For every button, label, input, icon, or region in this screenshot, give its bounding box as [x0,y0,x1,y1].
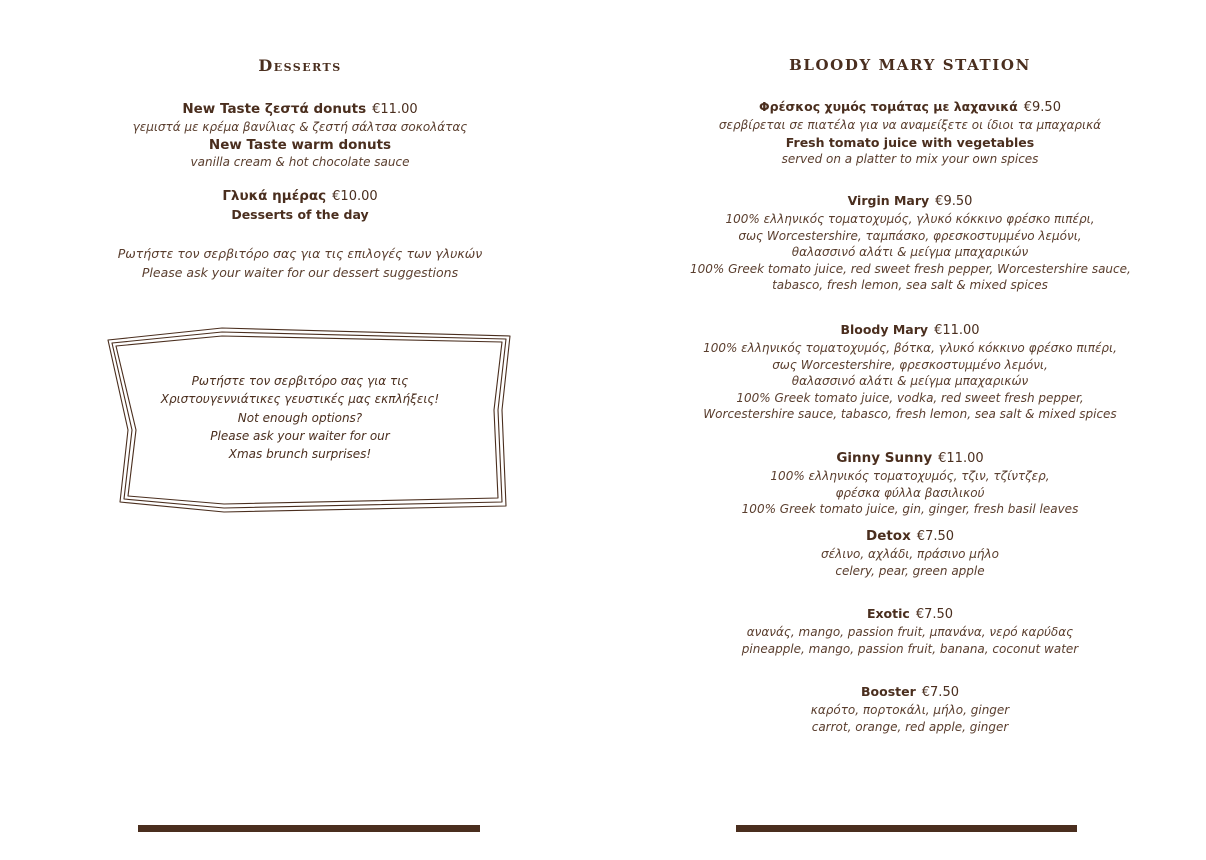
dessert-en-name: New Taste warm donuts [208,136,392,153]
dessert-en-desc: vanilla cream & hot chocolate sauce [190,154,410,169]
menu-item-fresh-tomato [690,98,1130,167]
item-desc-line: φρέσκα φύλλα βασιλικού [835,485,985,500]
item-title [690,605,1130,624]
item-desc-line: 100% Greek tomato juice, vodka, red sweet fresh pepper, [736,390,1084,405]
item-name: Booster [861,684,916,699]
frame-line: Ρωτήστε τον σερβιτόρο σας για τις [191,374,409,388]
menu-item-detox [690,527,1130,579]
item-name: Detox [865,528,911,544]
item-desc-line: tabasco, fresh lemon, sea salt & mixed spices [772,278,1048,292]
ask-english: Please ask your waiter for our dessert suggestions [141,265,459,280]
item-greek-desc: σερβίρεται σε πιατέλα για να αναμείξετε οι ίδιοι τα μπαχαρικά [718,118,1102,132]
frame-line: Xmas brunch surprises! [228,447,372,462]
menu-item-exotic [690,605,1130,657]
item-desc-line: ανανάς, mango, passion fruit, μπανάνα, νερό καρύδας [746,625,1074,639]
frame-line: Please ask your waiter for our [210,428,390,443]
item-desc-line: θαλασσινό αλάτι & μείγμα μπαχαρικών [791,245,1029,259]
item-desc-line: καρότο, πορτοκάλι, μήλο, ginger [810,703,1010,717]
item-title [690,192,1130,211]
item-name: Virgin Mary [847,193,930,208]
item-name: Bloody Mary [840,322,929,337]
item-desc-line: carrot, orange, red apple, ginger [811,719,1009,734]
item-name: Φρέσκος χυμός τομάτας με λαχανικά [759,99,1018,114]
dessert-name: New Taste ζεστά donuts [182,101,367,117]
frame-message [130,372,470,463]
item-en-desc: served on a platter to mix your own spices [781,151,1039,166]
item-price: €9.50 [1023,100,1061,115]
item-title [690,321,1130,340]
menu-item-virgin-mary [690,192,1130,294]
menu-item-ginny-sunny [690,449,1130,518]
menu-item-booster [690,683,1130,735]
dessert-ask-note [100,244,500,282]
item-desc-line: 100% ελληνικός τοματοχυμός, βότκα, γλυκό κόκκινο φρέσκο πιπέρι, [703,341,1117,355]
item-desc-line: θαλασσινό αλάτι & μείγμα μπαχαρικών [791,374,1029,388]
dessert-title [100,100,500,119]
dessert-title [100,187,500,206]
item-price: €11.00 [938,451,984,466]
item-desc-line: 100% ελληνικός τοματοχυμός, γλυκό κόκκινο φρέσκο πιπέρι, [725,212,1095,226]
item-title [690,683,1130,702]
item-title [690,449,1130,468]
dessert-item-donuts [100,100,500,170]
item-desc-line: pineapple, mango, passion fruit, banana, coconut water [741,641,1079,656]
menu-item-bloody-mary [690,321,1130,423]
item-desc-line: 100% ελληνικός τοματοχυμός, τζιν, τζίντζερ, [770,469,1050,483]
dessert-en-name: Desserts of the day [231,207,369,222]
item-price: €7.50 [916,529,955,544]
item-desc-line: 100% Greek tomato juice, gin, ginger, fresh basil leaves [741,502,1079,516]
item-price: €9.50 [935,194,973,209]
bloody-mary-heading: BLOODY MARY STATION [789,56,1031,74]
item-name: Ginny Sunny [836,450,933,466]
frame-line: Χριστουγεννιάτικες γευστικές μας εκπλήξεις! [160,392,440,407]
item-price: €11.00 [934,323,980,338]
item-desc-line: celery, pear, green apple [835,563,985,578]
dessert-price: €11.00 [372,102,418,117]
ask-greek: Ρωτήστε τον σερβιτόρο σας για τις επιλογές των γλυκών [117,246,483,261]
right-bottom-rule [736,825,1077,832]
left-bottom-rule [138,825,480,832]
item-name: Exotic [866,606,910,621]
item-en-name: Fresh tomato juice with vegetables [785,134,1035,150]
item-desc-line: σως Worcestershire, ταμπάσκο, φρεσκοστυμμένο λεμόνι, [738,228,1082,243]
item-desc-line: σως Worcestershire, φρεσκοστυμμένο λεμόνι, [772,357,1048,372]
frame-line: Not enough options? [237,410,363,425]
desserts-heading: Desserts [258,56,342,75]
dessert-item-day [100,187,500,223]
item-desc-line: 100% Greek tomato juice, red sweet fresh pepper, Worcestershire sauce, [690,261,1131,276]
dessert-greek-desc: γεμιστά με κρέμα βανίλιας & ζεστή σάλτσα σοκολάτας [132,120,468,134]
item-price: €7.50 [921,685,959,700]
dessert-price: €10.00 [332,189,378,204]
item-desc-line: σέλινο, αχλάδι, πράσινο μήλο [821,547,999,561]
item-price: €7.50 [915,607,954,622]
item-desc-line: Worcestershire sauce, tabasco, fresh lemon, sea salt & mixed spices [703,407,1117,421]
dessert-name: Γλυκά ημέρας [222,188,327,204]
item-title [690,527,1130,546]
item-title [690,98,1130,117]
